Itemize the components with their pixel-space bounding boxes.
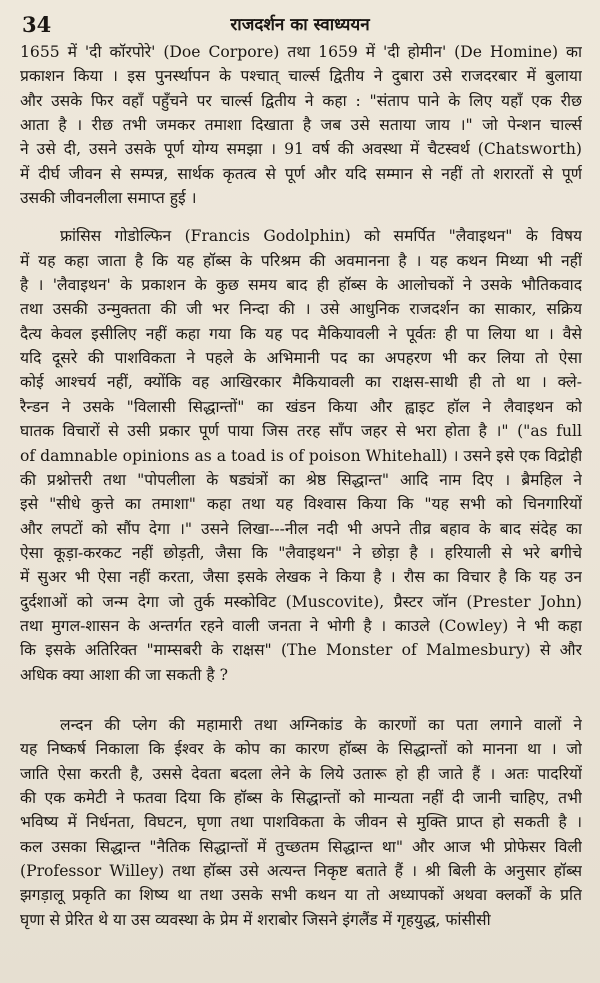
text-line: और उसके फिर वहाँ पहुँचने पर चार्ल्स द्वितीय ने कहा : "संताप पाने के लिए यहाँ एक रीछ — [20, 91, 582, 110]
paragraph-gap — [20, 687, 582, 713]
running-head: राजदर्शन का स्वाध्ययन — [230, 15, 370, 35]
text-line: घातक विचारों से उसी प्रकार पूर्ण पाया जिस तरह साँप जहर से भरा होता है ।" ("as full — [20, 422, 582, 441]
page-number: 34 — [22, 12, 52, 37]
paragraph-2 — [20, 224, 582, 687]
text-line: कोई आश्चर्य नहीं, क्योंकि वह आखिरकार मैकियावली का राक्षस-साथी ही तो था । क्ले- — [20, 373, 582, 392]
text-line: लन्दन की प्लेग की महामारी तथा अग्निकांड के कारणों का पता लगाने वालों ने — [60, 715, 582, 734]
text-line: प्रकाशन किया । इस पुनर्स्थापन के पश्चात् चार्ल्स द्वितीय ने दुबारा उसे राजदरबार में बुलाया — [20, 67, 582, 86]
text-line: घृणा से प्रेरित थे या उस व्यवस्था के प्रेम में शराबोर जिसने इंगलैंड में गृहयुद्ध, फांसीसी — [20, 910, 491, 929]
text-line: दुर्दशाओं को जन्म देगा जो तुर्क मस्कोविट (Muscovite), प्रैस्टर जॉन (Prester John) — [20, 592, 582, 611]
text-line: जाति ऐसा करती है, उससे देवता बदला लेने के लिये उतारू हो ही जाते हैं । अतः पादरियों — [20, 764, 582, 783]
text-line: और लपटों को सौंप देगा ।" उसने लिखा---नील नदी भी अपने तीव्र बहाव के बाद संदेह का — [20, 519, 582, 538]
text-line: तथा मुगल-शासन के अन्तर्गत रहने वाली जनता ने भोगी है । काउले (Cowley) ने भी कहा — [20, 616, 582, 635]
text-line: यदि दूसरे की पाशविकता ने पहले के अभिमानी पद का अपहरण भी कर लिया तो ऐसा — [20, 349, 582, 368]
text-line: इसे "सीधे कुत्ते का तमाशा" कहा तथा यह विश्वास किया कि "यह सभी को चिनगारियों — [20, 495, 582, 514]
text-line: में दीर्घ जीवन से सम्पन्न, सार्थक कृतत्व से पूर्ण और यदि सम्मान से नहीं तो शरारतों से पूर्ण — [20, 164, 582, 183]
paragraph-3 — [20, 713, 582, 932]
text-line: उसकी जीवनलीला समाप्त हुई । — [20, 189, 197, 208]
paragraph-1 — [20, 40, 582, 210]
text-line: ने उसे दी, उसने उसके पूर्ण योग्य समझा । 91 वर्ष की अवस्था में चैटस्वर्थ (Chatsworth) — [20, 140, 582, 159]
paragraph-gap — [20, 210, 582, 224]
text-line: यह निष्कर्ष निकाला कि ईश्वर के कोप का कारण हॉब्स के सिद्धान्तों को मानना था । जो — [20, 740, 582, 759]
body-text — [20, 40, 582, 932]
text-line: में यह कहा जाता है कि यह हॉब्स के परिश्रम की अवमानना है । यह कथन मिथ्या भी नहीं — [20, 251, 582, 270]
text-line: है । 'लैवाइथन' के प्रकाशन के कुछ समय बाद ही हॉब्स के आलोचकों ने उसके भौतिकवाद — [20, 276, 582, 295]
text-line: कल उसका सिद्धान्त "नैतिक सिद्धान्तों में तुच्छतम सिद्धान्त था" और आज भी प्रोफेसर विली — [20, 837, 582, 856]
text-line: की एक कमेटी ने फतवा दिया कि हॉब्स के सिद्धान्तों को मान्यता नहीं दी जानी चाहिए, तभी — [20, 788, 582, 807]
text-line: कि इसके अतिरिक्त "माम्सबरी के राक्षस" (The Monster of Malmesbury) से और — [20, 641, 582, 660]
text-line: of damnable opinions as a toad is of poison Whitehall) । उसने इसे एक विद्रोही — [20, 446, 582, 465]
text-line: रैन्डन ने उसके "विलासी सिद्धान्तों" का खंडन किया और ह्वाइट हॉल ने लैवाइथन को — [20, 397, 582, 416]
text-line: अधिक क्या आशा की जा सकती है ? — [20, 665, 228, 684]
text-line: दैत्य केवल इसीलिए नहीं कहा गया कि यह पद मैकियावली ने पूर्वतः ही पा लिया था । वैसे — [20, 324, 582, 343]
text-line: आता है । रीछ तभी जमकर तमाशा दिखाता है जब उसे सताया जाय ।" जो पेन्शन चार्ल्स — [20, 116, 582, 135]
text-line: फ्रांसिस गोडोल्फिन (Francis Godolphin) को समर्पित "लैवाइथन" के विषय — [60, 227, 582, 246]
text-line: झगड़ालू प्रकृति का शिष्य था तथा उसके सभी कथन या तो अध्यापकों अथवा क्लर्कों के प्रति — [20, 886, 582, 905]
text-line: तथा उसकी उन्मुक्तता की जी भर निन्दा की । उसे आधुनिक राजदर्शन का साकार, सक्रिय — [20, 300, 582, 319]
text-line: (Professor Willey) तथा हॉब्स उसे अत्यन्त निकृष्ट बताते हैं । श्री बिली के अनुसार हॉब्स — [20, 862, 582, 880]
page-header — [22, 10, 578, 36]
text-line: की प्रश्नोत्तरी तथा "पोपलीला के षड्यंत्रों का श्रेष्ठ सिद्धान्त" आदि नाम दिए । ब्रैमहिल ने — [20, 470, 582, 489]
text-line: में सुअर भी ऐसा नहीं करता, जैसा इसके लेखक ने किया है । रौस का विचार है कि यह उन — [20, 568, 582, 587]
text-line: भविष्य में निर्धनता, विघटन, घृणा तथा पाशविकता के जीवन से मुक्ति प्राप्त हो सकती है । — [20, 813, 582, 832]
text-line: 1655 में 'दी कॉरपोरे' (Doe Corpore) तथा 1659 में 'दी होमीन' (De Homine) का — [20, 43, 582, 61]
text-line: ऐसा कूड़ा-करकट नहीं छोड़ती, जैसा कि "लैवाइथन" ने छोड़ा है । हरियाली से भरे बगीचे — [20, 543, 582, 562]
